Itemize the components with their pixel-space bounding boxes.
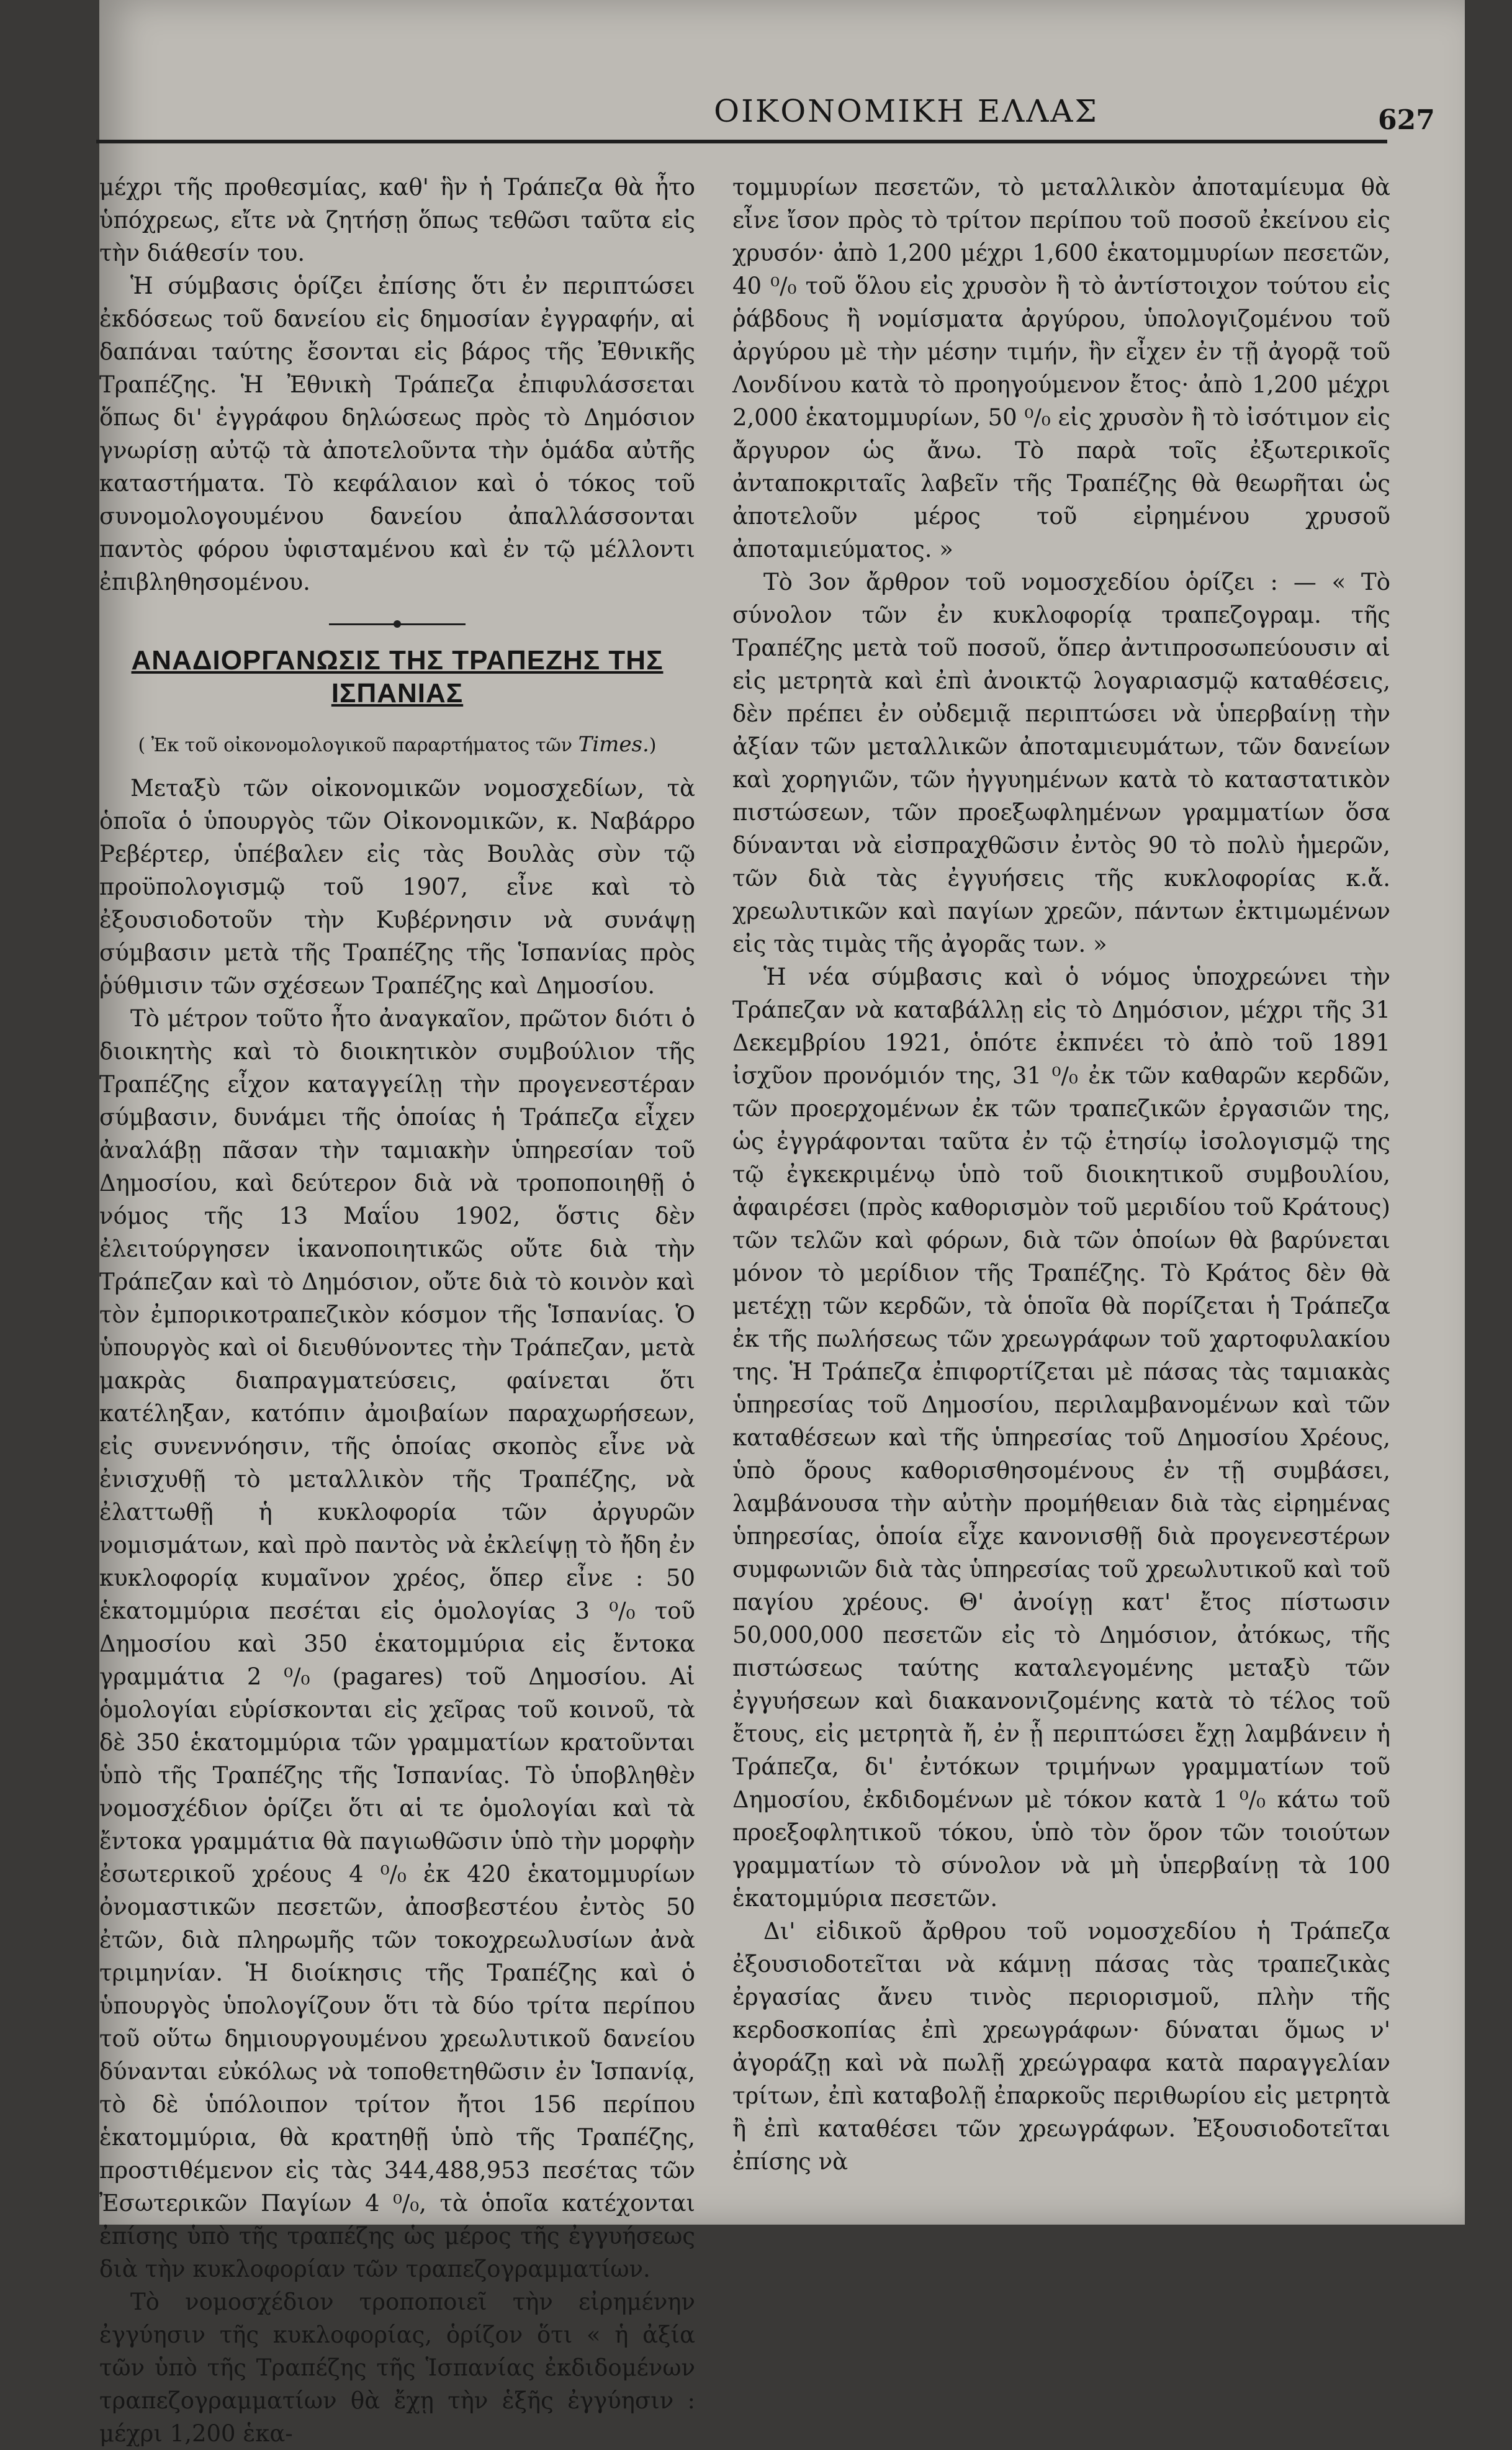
paragraph: Τὸ μέτρον τοῦτο ἦτο ἀναγκαῖον, πρῶτον διότι ὁ διοικητὴς καὶ τὸ διοικητικὸν συμβούλιον τῆς Τραπέζης εἶχον καταγγείλῃ τὴν προγενεστέραν σύμβασιν, δυνάμει τῆς ὁποίας ἡ Τράπεζα εἶχεν ἀναλάβῃ πᾶσαν τὴν ταμιακὴν ὑπηρεσίαν τοῦ Δημοσίου, καὶ δεύτερον διὰ νὰ τροποποιηθῇ ὁ νόμος τῆς 13 Μαΐου 1902, ὅστις δὲν ἐλειτούργησεν ἱκανοποιητικῶς οὔτε διὰ τὴν Τράπεζαν καὶ τὸ Δημόσιον, οὔτε διὰ τὸ κοινὸν καὶ τὸν ἐμπορικοτραπεζικὸν κόσμον τῆς Ἱσπανίας. Ὁ ὑπουργὸς καὶ οἱ διευθύνοντες τὴν Τράπεζαν, μετὰ μακρὰς διαπραγματεύσεις, φαίνεται ὅτι κατέληξαν, κατόπιν ἀμοιβαίων παραχωρήσεων, εἰς συνεννόησιν, τῆς ὁποίας σκοπὸς εἶνε νὰ ἐνισχυθῇ τὸ μεταλλικὸν τῆς Τραπέζης, νὰ ἐλαττωθῇ ἡ κυκλοφορία τῶν ἀργυρῶν νομισμάτων, καὶ πρὸ παντὸς νὰ ἐκλείψῃ τὸ ἤδη ἐν κυκλοφορίᾳ κυμαῖνον χρέος, ὅπερ εἶνε : 50 ἑκατομμύρια πεσέται εἰς ὁμολογίας 3 ⁰/₀ τοῦ Δημοσίου καὶ 350 ἑκατομμύρια εἰς ἔντοκα γραμμάτια 2 ⁰/₀ (pagares) τοῦ Δημοσίου. Αἱ ὁμολογίαι εὑρίσκονται εἰς χεῖρας τοῦ κοινοῦ, τὰ δὲ 350 ἑκατομμύρια τῶν γραμματίων κρατοῦνται ὑπὸ τῆς Τραπέζης τῆς Ἱσπανίας. Τὸ ὑποβληθὲν νομοσχέδιον ὁρίζει ὅτι αἱ τε ὁμολογίαι καὶ τὰ ἔντοκα γραμμάτια θὰ παγιωθῶσιν ὑπὸ τὴν μορφὴν ἐσωτερικοῦ χρέους 4 ⁰/₀ ἐκ 420 ἑκατομμυρίων ὀνομαστικῶν πεσετῶν, ἀποσβεστέου ἐντὸς 50 ἐτῶν, διὰ πληρωμῆς τῶν τοκοχρεωλυσίων ἀνὰ τριμηνίαν. Ἡ διοίκησις τῆς Τραπέζης καὶ ὁ ὑπουργὸς ὑπολογίζουν ὅτι τὰ δύο τρίτα περίπου τοῦ οὕτω δημιουργουμένου χρεωλυτικοῦ δανείου δύνανται εὐκόλως νὰ τοποθετηθῶσιν ἐν Ἱσπανίᾳ, τὸ δὲ ὑπόλοιπον τρίτον ἤτοι 156 περίπου ἑκατομμύρια, θὰ κρατηθῇ ὑπὸ τῆς Τραπέζης, προστιθέμενον εἰς τὰς 344,488,953 πεσέτας τῶν Ἐσωτερικῶν Παγίων 4 ⁰/₀, τὰ ὁποῖα κατέχονται ἐπίσης ὑπὸ τῆς τραπέζης ὡς μέρος τῆς ἐγγυήσεως διὰ τὴν κυκλοφορίαν τῶν τραπεζογραμματίων. [99,1005,695,2282]
paragraph: τομμυρίων πεσετῶν, τὸ μεταλλικὸν ἀποταμίευμα θὰ εἶνε ἴσον πρὸς τὸ τρίτον περίπου τοῦ ποσοῦ ἐκείνου εἰς χρυσόν· ἀπὸ 1,200 μέχρι 1,600 ἑκατομμυρίων πεσετῶν, 40 ⁰/₀ τοῦ ὅλου εἰς χρυσὸν ἢ τὸ ἀντίστοιχον τούτου εἰς ῥάβδους ἢ νομίσματα ἀργύρου, ὑπολογιζομένου τοῦ ἀργύρου μὲ τὴν μέσην τιμήν, ἣν εἶχεν ἐν τῇ ἀγορᾷ τοῦ Λονδίνου κατὰ τὸ προηγούμενον ἔτος· ἀπὸ 1,200 μέχρι 2,000 ἑκατομμυρίων, 50 ⁰/₀ εἰς χρυσὸν ἢ τὸ ἰσότιμον εἰς ἄργυρον ὡς ἄνω. Τὸ παρὰ τοῖς ἐξωτερικοῖς ἀνταποκριταῖς λαβεῖν τῆς Τραπέζης θὰ θεωρῆται ὡς ἀποτελοῦν μέρος τοῦ εἰρημένου χρυσοῦ ἀποταμιεύματος. » [732,174,1390,563]
section-source-prefix: ( Ἐκ τοῦ οἰκονομολογικοῦ παραρτήματος τῶν [138,735,573,756]
paragraph: Δι' εἰδικοῦ ἄρθρου τοῦ νομοσχεδίου ἡ Τράπεζα ἐξουσιοδοτεῖται νὰ κάμνῃ πάσας τὰς τραπεζικὰς ἐργασίας ἄνευ τινὸς περιορισμοῦ, πλὴν τῆς κερδοσκοπίας ἐπὶ χρεωγράφων· δύναται ὅμως ν' ἀγοράζῃ καὶ νὰ πωλῇ χρεώγραφα κατὰ παραγγελίαν τρίτων, ἐπὶ καταβολῇ ἐπαρκοῦς περιθωρίου εἰς μετρητὰ ἢ ἐπὶ καταθέσει τῶν χρεωγράφων. Ἐξουσιοδοτεῖται ἐπίσης νὰ [732,1918,1390,2175]
paragraph: Ἡ νέα σύμβασις καὶ ὁ νόμος ὑποχρεώνει τὴν Τράπεζαν νὰ καταβάλλῃ εἰς τὸ Δημόσιον, μέχρι τῆς 31 Δεκεμβρίου 1921, ὁπότε ἐκπνέει τὸ ἀπὸ τοῦ 1891 ἰσχῦον προνόμιόν της, 31 ⁰/₀ ἐκ τῶν καθαρῶν κερδῶν, τῶν προερχομένων ἐκ τῶν τραπεζικῶν ἐργασιῶν της, ὡς ἐγγράφονται ταῦτα ἐν τῷ ἐτησίῳ ἰσολογισμῷ της τῷ ἐγκεκριμένῳ ὑπὸ τοῦ διοικητικοῦ συμβουλίου, ἀφαιρέσει (πρὸς καθορισμὸν τοῦ μεριδίου τοῦ Κράτους) τῶν τελῶν καὶ φόρων, διὰ τῶν ὁποίων θὰ βαρύνεται μόνον τὸ μερίδιον τῆς Τραπέζης. Τὸ Κράτος δὲν θὰ μετέχῃ τῶν κερδῶν, τὰ ὁποῖα θὰ πορίζεται ἡ Τράπεζα ἐκ τῆς πωλήσεως τῶν χρεωγράφων τοῦ χαρτοφυλακίου της. Ἡ Τράπεζα ἐπιφορτίζεται μὲ πάσας τὰς ταμιακὰς ὑπηρεσίας τοῦ Δημοσίου, περιλαμβανομένων καὶ τῶν καταθέσεων καὶ τῆς ὑπηρεσίας τοῦ Δημοσίου Χρέους, ὑπὸ ὅρους καθορισθησομένους ἐν τῇ συμβάσει, λαμβάνουσα τὴν αὐτὴν προμήθειαν διὰ τὰς εἰρημένας ὑπηρεσίας, ὁποία εἶχε κανονισθῇ διὰ προγενεστέρων συμφωνιῶν διὰ τὰς ὑπηρεσίας τοῦ χρεωλυτικοῦ καὶ τοῦ παγίου χρέους. Θ' ἀνοίγῃ κατ' ἔτος πίστωσιν 50,000,000 πεσετῶν εἰς τὸ Δημόσιον, ἀτόκως, τῆς πιστώσεως ταύτης καταλεγομένης μεταξὺ τῶν ἐγγυήσεων καὶ διακανονιζομένης κατὰ τὸ τέλος τοῦ ἔτους, εἰς μετρητὰ ἤ, ἐν ᾗ περιπτώσει ἔχῃ λαμβάνειν ἡ Τράπεζα, δι' ἐντόκων τριμήνων γραμματίων τοῦ Δημοσίου, ἐκδιδομένων μὲ τόκον κατὰ 1 ⁰/₀ κάτω τοῦ προεξοφλητικοῦ τόκου, ὑπὸ τὸν ὅρον τῶν τοιούτων γραμματίων τὸ σύνολον νὰ μὴ ὑπερβαίνῃ τὰ 100 ἑκατομμύρια πεσετῶν. [732,964,1390,1912]
right-column [732,171,1390,2189]
section-heading: ΑΝΑΔΙΟΡΓΑΝΩΣΙΣ ΤΗΣ ΤΡΑΠΕΖΗΣ ΤΗΣ ΙΣΠΑΝΙΑΣ [131,645,664,708]
section-source [99,728,695,762]
paragraph: Μεταξὺ τῶν οἰκονομικῶν νομοσχεδίων, τὰ ὁποῖα ὁ ὑπουργὸς τῶν Οἰκονομικῶν, κ. Ναβάρρο Ρεβέρτερ, ὑπέβαλεν εἰς τὰς Βουλὰς σὺν τῷ προϋπολογισμῷ τοῦ 1907, εἶνε καὶ τὸ ἐξουσιοδοτοῦν τὴν Κυβέρνησιν νὰ συνάψῃ σύμβασιν μετὰ τῆς Τραπέζης τῆς Ἱσπανίας πρὸς ῥύθμισιν τῶν σχέσεων Τραπέζης καὶ Δημοσίου. [99,775,695,999]
paragraph: Τὸ 3ον ἄρθρον τοῦ νομοσχεδίου ὁρίζει : — « Τὸ σύνολον τῶν ἐν κυκλοφορίᾳ τραπεζογραμ. τῆς Τραπέζης μετὰ τοῦ ποσοῦ, ὅπερ ἀντιπροσωπεύουσιν αἱ εἰς μετρητὰ καὶ ἐπὶ ἀνοικτῷ λογαριασμῷ καταθέσεις, δὲν πρέπει ἐν οὐδεμιᾷ περιπτώσει νὰ ὑπερβαίνῃ τὴν ἀξίαν τῶν μεταλλικῶν ἀποταμιευμάτων, τῶν δανείων καὶ χορηγιῶν, τῶν ἠγγυημένων κατὰ τὸ καταστατικὸν πιστώσεων, τῶν προεξωφλημένων γραμματίων ὅσα δύνανται νὰ εἰσπραχθῶσιν ἐντὸς 90 τὸ πολὺ ἡμερῶν, τῶν διὰ τὰς ἐγγυήσεις τῆς κυκλοφορίας κ.ἄ. χρεωλυτικῶν καὶ παγίων χρεῶν, πάντων ἐκτιμωμένων εἰς τὰς τιμὰς τῆς ἀγορᾶς των. » [732,569,1390,957]
section-source-suffix: ) [649,735,657,756]
header-rule [96,140,1387,143]
page-number: 627 [1378,104,1435,136]
left-column [99,171,695,2447]
paragraph: Τὸ νομοσχέδιον τροποποιεῖ τὴν εἰρημένην ἐγγύησιν τῆς κυκλοφορίας, ὁρίζον ὅτι « ἡ ἀξία τῶν ὑπὸ τῆς Τραπέζης τῆς Ἱσπανίας ἐκδιδομένων τραπεζογραμματίων θὰ ἔχῃ τὴν ἑξῆς ἐγγύησιν : μέχρι 1,200 ἑκα- [99,2289,695,2447]
section-source-title: Times. [578,732,649,757]
running-header-title: ΟΙΚΟΝΟΜΙΚΗ ΕΛΛΑΣ [714,93,1099,129]
section-divider [329,623,466,625]
paragraph: μέχρι τῆς προθεσμίας, καθ' ἣν ἡ Τράπεζα θὰ ἦτο ὑπόχρεως, εἴτε νὰ ζητήσῃ ὅπως τεθῶσι ταῦτα εἰς τὴν διάθεσίν του. [99,174,695,266]
paragraph: Ἡ σύμβασις ὁρίζει ἐπίσης ὅτι ἐν περιπτώσει ἐκδόσεως τοῦ δανείου εἰς δημοσίαν ἐγγραφήν, αἱ δαπάναι ταύτης ἔσονται εἰς βάρος τῆς Ἐθνικῆς Τραπέζης. Ἡ Ἐθνικὴ Τράπεζα ἐπιφυλάσσεται ὅπως δι' ἐγγράφου δηλώσεως πρὸς τὸ Δημόσιον γνωρίσῃ αὐτῷ τὰ ἀποτελοῦντα τὴν ὁμάδα αὐτῆς καταστήματα. Τὸ κεφάλαιον καὶ ὁ τόκος τοῦ συνομολογουμένου δανείου ἀπαλλάσσονται παντὸς φόρου ὑφισταμένου καὶ ἐν τῷ μέλλοντι ἐπιβληθησομένου. [99,273,695,595]
